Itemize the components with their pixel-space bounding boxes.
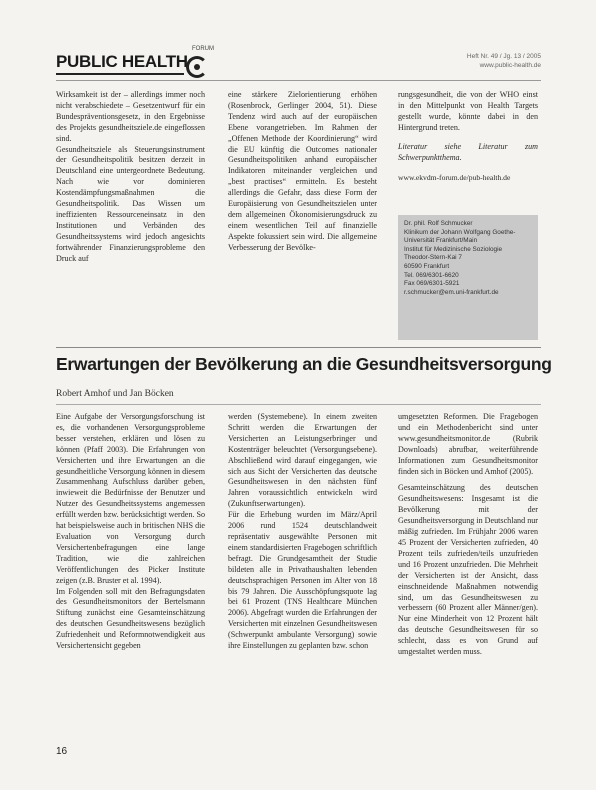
paragraph: Gesamteinschätzung des deutschen Gesundheitswesens: Insgesamt ist die Bevölkerung mit der Gesundheitsversorgung in Deutschland nur mäßig zufrieden. Im Frühjahr 2006 waren 45 Prozent der Versicherten zufrieden, 40 Prozent teils zufrieden/teils unzufrieden und 16 Prozent unzufrieden. Die Mehrheit der Versicherten ist der Ansicht, dass einschneidende Maßnahmen notwendig sind, um das Gesundheitswesen zu verbessern (60 Prozent aller Männer/gen). Nur eine Minderheit von 12 Prozent hält das deutsche Gesundheitswesen für so schlecht, dass es von Grund auf umgestaltet werden muss. (398, 483, 538, 657)
header-meta (467, 52, 541, 70)
section-divider (56, 347, 541, 348)
contact-line: Dr. phil. Rolf Schmucker (404, 220, 473, 227)
contact-email[interactable]: r.schmucker@em.uni-frankfurt.de (404, 288, 499, 296)
paragraph: umgesetzten Reformen. Die Fragebogen und ein Methodenbericht sind unter www.gesundheitsmonitor.de (Rubrik Downloads) abrufbar, weiterführende Informationen zum Gesundheitsmonitor finden sich in Böcken und Amhof (2005). (398, 412, 538, 476)
web-link[interactable]: www.ekvdm-forum.de/pub-health.de (398, 173, 511, 183)
body-column-3 (398, 412, 538, 658)
logo-mark-icon (186, 56, 208, 78)
journal-logo (56, 46, 216, 82)
paragraph: Für die Erhebung wurden im März/April 2006 rund 1524 deutschlandweit repräsentativ ausgewählte Personen mit einem standardisierten Fragebogen schriftlich befragt. Die Grundgesamtheit der Studie bildeten alle in Privathaushalten lebenden deutschsprachigen Personen im Alter von 18 bis 79 Jahren. Die Ausschöpfungsquote lag bei 61 Prozent (TNS Healthcare München 2006). Abgefragt wurden die Erfahrungen der Versicherten mit einzelnen Gesundheitswesen (Schwerpunkt ambulante Versorgung) sowie ihre Einstellungen zu geplanten bzw. schon (228, 510, 377, 651)
header-meta-line2: www.public-health.de (479, 62, 541, 69)
header-rule (56, 80, 541, 81)
paragraph: Eine Aufgabe der Versorgungsforschung ist es, die vorhandenen Versorgungsprobleme besser verstehen, erklären und lösen zu können (Pfaff 2003). Die Erfahrungen von Versicherten und ihre Erwartungen an die gesundheitliche Versorgung können in diesem Zusammenhang Aufschluss darüber geben, inwieweit die Bedürfnisse der Benutzer und Nutzer des Gesundheitssystems angemessen erfüllt werden bzw. berücksichtigt werden. So hat beispielsweise auch in britischen NHS die Evaluation von Versorgung durch Versichertenbefragungen eine lange Tradition, wie die zahlreichen Veröffentlichungen des Picker Institute zeigen (z.B. Bruster et al. 1994). (56, 412, 205, 585)
paragraph: eine stärkere Zielorientierung erhöhen (Rosenbrock, Gerlinger 2004, 51). Diese Tendenz wird auch auf der europäischen Ebene vorangetrieben. Im Rahmen der „Offenen Methode der Koordinierung“ wird die EU künftig die Outcomes nationaler Gesundheitspolitiken anhand europäischer Indikatoren miteinander vergleichen und „best practises“ ermitteln. Es besteht allerdings die Gefahr, dass diese Form der Europäisierung von Gesundheitszielen unter dem allgemeinen Ökonomisierungsdruck zu einem wesentlichen Teil auf finanzielle Aspekte fokussiert sein wird. Die allgemeine Verbesserung der Bevölke- (228, 90, 377, 252)
header-meta-line1: Heft Nr. 49 / Jg. 13 / 2005 (466, 53, 541, 60)
paragraph: rungsgesundheit, die von der WHO einst in den Mittelpunkt von Health Targets gestellt wurde, könnte dabei in den Hintergrund treten. (398, 90, 538, 132)
author-rule (56, 404, 541, 405)
contact-line: Theodor-Stern-Kai 7 (404, 254, 462, 262)
contact-line: Institut für Medizinische Soziologie (404, 245, 503, 253)
logo-text: PUBLIC HEALTH (56, 52, 188, 71)
author-contact-box (398, 215, 538, 340)
article-authors: Robert Amhof und Jan Böcken (56, 389, 174, 399)
logo-rule (56, 73, 184, 75)
contact-line: Fax 069/6301-5921 (404, 280, 460, 288)
paragraph: Gesundheitsziele als Steuerungsinstrument der Gesundheitspolitik besitzen derzeit in Deutschland eine untergeordnete Bedeutung. Nach wie vor dominieren Kostendämpfungsmaßnahmen die Gesundheitspolitik. Das Wissen um ineffizienten Ressourceneinsatz in den Institutionen und Verbänden des Gesundheitssystems wird jedoch angesichts fortwährender Finanzierungsprobleme den Druck auf (56, 144, 205, 263)
literature-note: Literatur siehe Literatur zum Schwerpunktthema. (398, 141, 538, 162)
contact-line: 60590 Frankfurt (404, 262, 450, 270)
top-column-1 (56, 90, 205, 265)
top-column-2 (228, 90, 377, 254)
contact-line: Tel. 069/6301-6620 (404, 271, 459, 279)
body-column-1 (56, 412, 205, 652)
top-column-3 (398, 90, 538, 184)
page-number: 16 (56, 746, 68, 757)
contact-line: Klinikum der Johann Wolfgang Goethe- (404, 228, 516, 236)
contact-line: Universität Frankfurt/Main (404, 237, 478, 245)
logo-sup: FORUM (192, 46, 214, 52)
body-column-2 (228, 412, 377, 652)
paragraph: Wirksamkeit ist der – allerdings immer noch nicht verabschiedete – Gesetzentwurf für ein Bundespräventionsgesetz, in den Ergebnisse des Projekts gesundheitsziele.de eingeflossen sind. (56, 90, 205, 143)
paragraph: Im Folgenden soll mit den Befragungsdaten des Gesundheitsmonitors der Bertelsmann Stiftung zunächst eine Gesamteinschätzung des deutschen Gesundheitswesens bezüglich Zufriedenheit und Reformnotwendigkeit aus Versichertensicht gegeben (56, 586, 205, 651)
paragraph: werden (Systemebene). In einem zweiten Schritt werden die Erwartungen der Versicherten an Leistungserbringer und Kostenträger beleuchtet (Versorgungsebene). Abschließend wird darauf eingegangen, wie sich aus Sicht der Versicherten das deutsche Gesundheitswesen in den nächsten fünf Jahren voraussichtlich entwickeln wird (Zukunftserwartungen). (228, 412, 377, 509)
article-title: Erwartungen der Bevölkerung an die Gesundheitsversorgung (56, 354, 552, 374)
